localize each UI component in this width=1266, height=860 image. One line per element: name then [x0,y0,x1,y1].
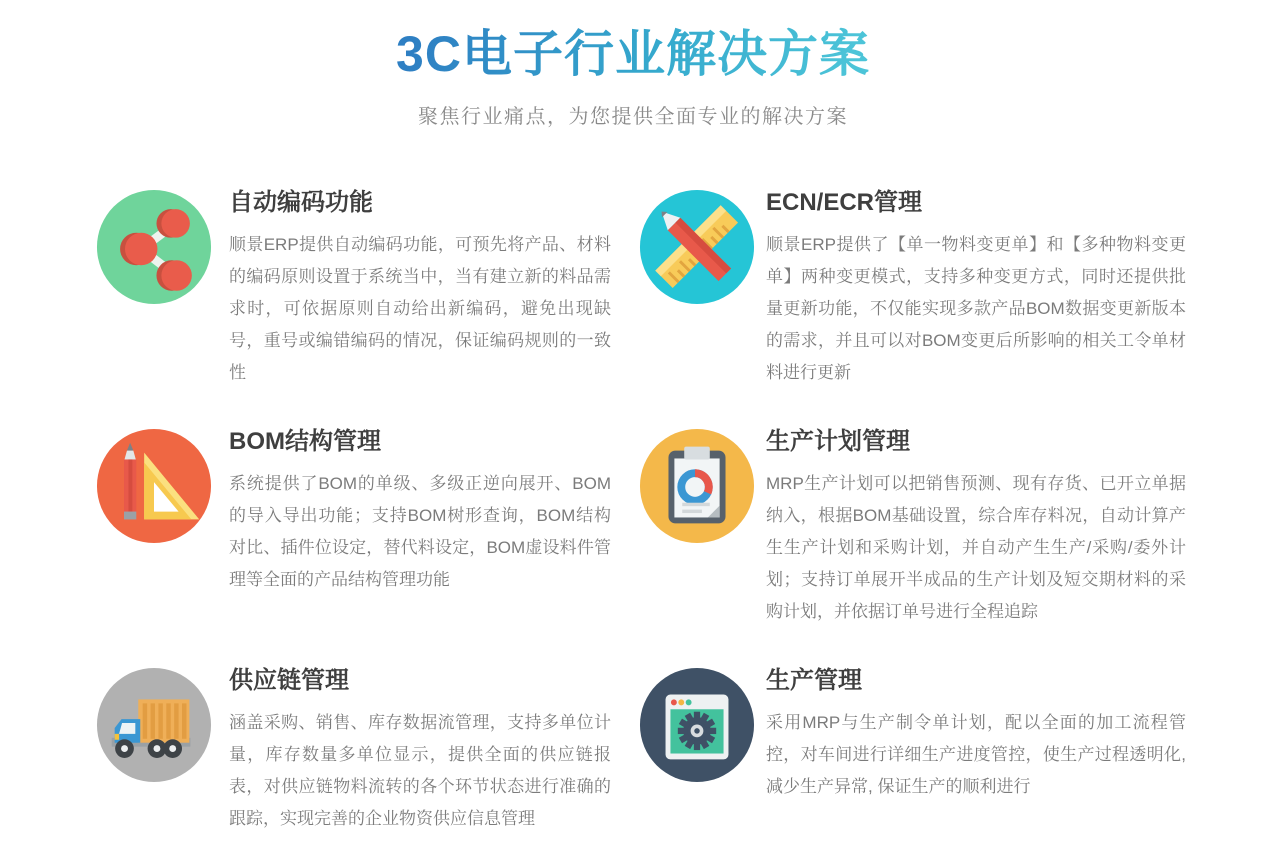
feature-production-planning [638,427,1186,628]
feature-production-management [638,666,1186,803]
feature-ecn-ecr [638,188,1186,389]
feature-supply-chain [95,666,611,835]
feature-description: MRP生产计划可以把销售预测、现有存货、已开立单据纳入，根据BOM基础设置，综合库存料况，自动计算产生生产计划和采购计划，并自动产生生产/采购/委外计划；支持订单展开半成品的生产计划及短交期材料的采购计划，并依据订单号进行全程追踪 [766,474,1186,621]
feature-title: 生产管理 [766,667,862,694]
share-icon [95,188,213,306]
feature-auto-coding [95,188,611,389]
truck-icon [95,666,213,784]
feature-bom [95,427,611,596]
feature-title: ECN/ECR管理 [766,189,923,216]
feature-title: 供应链管理 [229,667,349,694]
feature-description: 顺景ERP提供了【单一物料变更单】和【多种物料变更单】两种变更模式，支持多种变更方式，同时还提供批量更新功能，不仅能实现多款产品BOM数据变更新版本的需求，并且可以对BOM变更后所影响的相关工令单材料进行更新 [766,235,1186,382]
clipboard-chart-icon [638,427,756,545]
pencil-ruler-icon [638,188,756,306]
set-square-pencil-icon [95,427,213,545]
feature-title: BOM结构管理 [229,428,381,455]
feature-title: 生产计划管理 [766,428,910,455]
feature-description: 涵盖采购、销售、库存数据流管理，支持多单位计量，库存数量多单位显示，提供全面的供应链报表，对供应链物料流转的各个环节状态进行准确的跟踪，实现完善的企业物资供应信息管理 [229,713,611,828]
features-grid [95,188,1186,835]
feature-description: 顺景ERP提供自动编码功能，可预先将产品、材料的编码原则设置于系统当中，当有建立新的料品需求时，可依据原则自动给出新编码，避免出现缺号，重号或编错编码的情况，保证编码规则的一致性 [229,235,611,382]
feature-title: 自动编码功能 [229,189,373,216]
feature-description: 系统提供了BOM的单级、多级正逆向展开、BOM的导入导出功能；支持BOM树形查询，BOM结构对比、插件位设定，替代料设定，BOM虚设料件管理等全面的产品结构管理功能 [229,474,611,589]
page-title: 3C电子行业解决方案 [396,14,870,86]
browser-gear-icon [638,666,756,784]
page-subtitle: 聚焦行业痛点，为您提供全面专业的解决方案 [418,106,848,128]
feature-description: 采用MRP与生产制令单计划，配以全面的加工流程管控，对车间进行详细生产进度管控，使生产过程透明化, 减少生产异常, 保证生产的顺利进行 [766,713,1186,796]
page-header [0,0,1266,129]
